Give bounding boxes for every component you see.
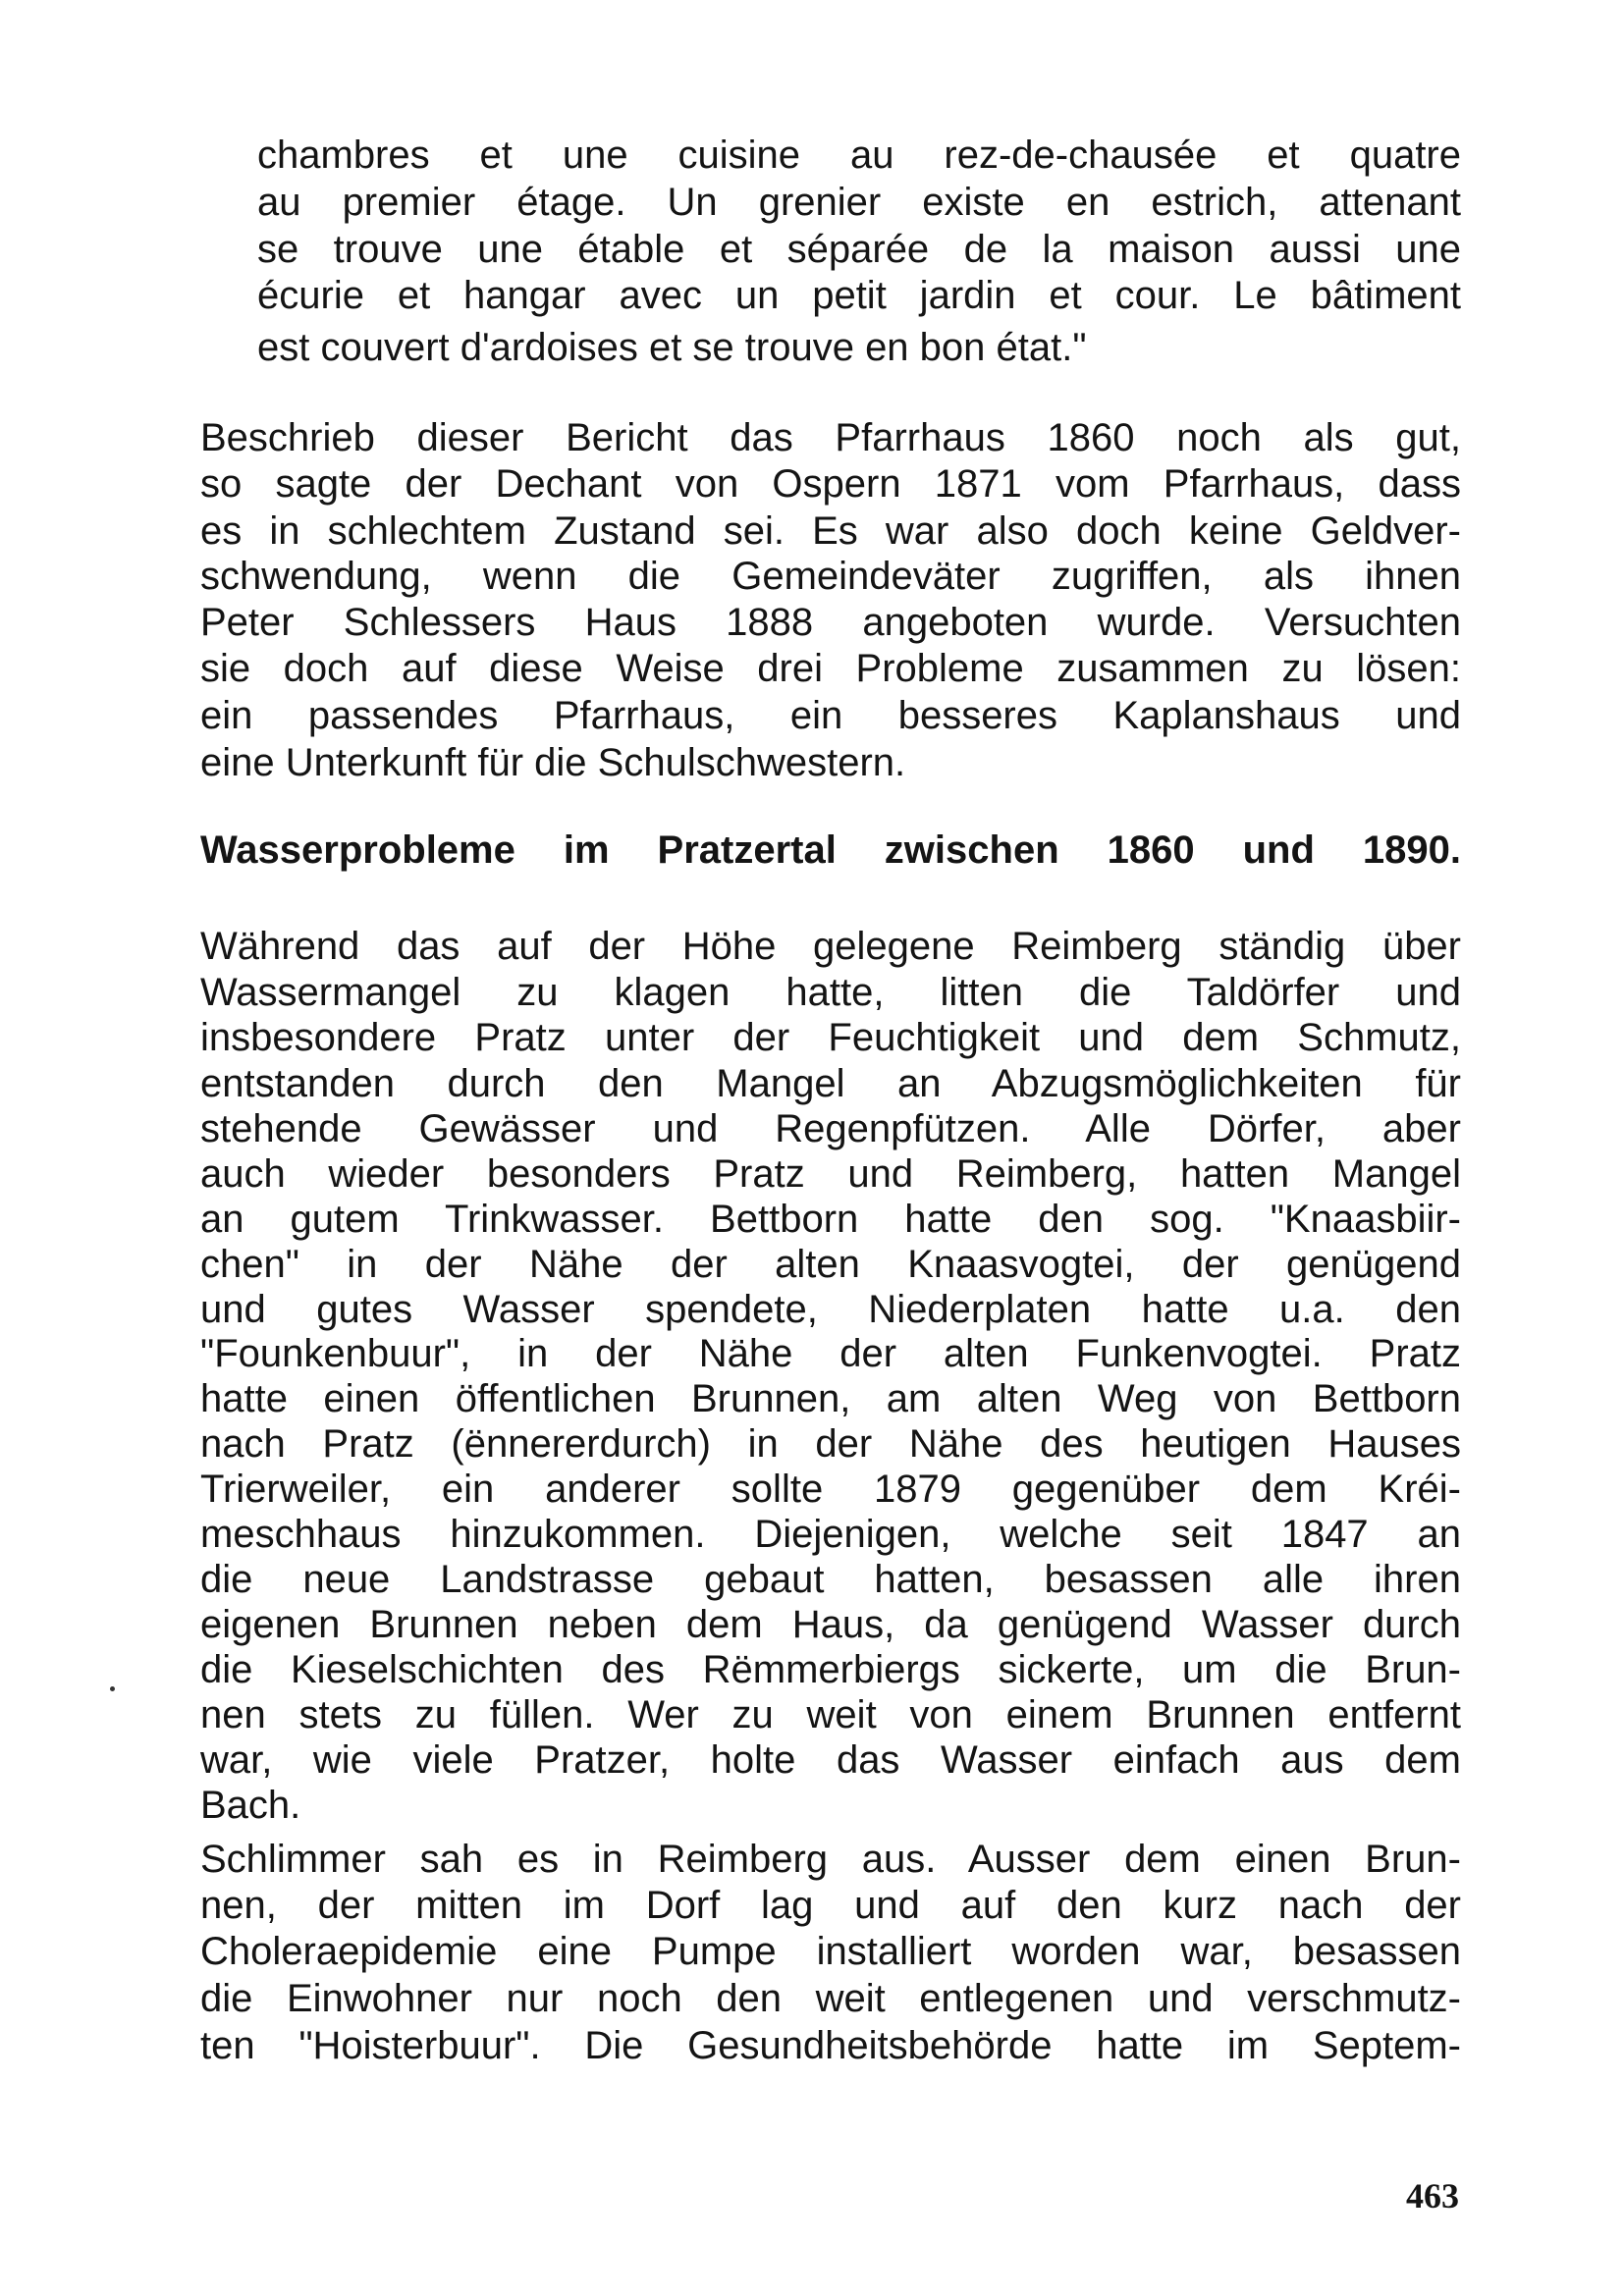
- text-line: nen stets zu füllen. Wer zu weit von einem Brunnen entfernt: [200, 1693, 1461, 1736]
- text-line: Wassermangel zu klagen hatte, litten die Taldörfer und: [200, 971, 1461, 1014]
- text-line: eine Unterkunft für die Schulschwestern.: [200, 741, 906, 784]
- text-line: Peter Schlessers Haus 1888 angeboten wurde. Versuchten: [200, 601, 1461, 644]
- text-line: nen, der mitten im Dorf lag und auf den kurz nach der: [200, 1884, 1461, 1927]
- scan-speck: [110, 1686, 115, 1691]
- text-line: chen" in der Nähe der alten Knaasvogtei, der genügend: [200, 1243, 1461, 1286]
- text-line: nach Pratz (ënnererdurch) in der Nähe des heutigen Hauses: [200, 1422, 1461, 1466]
- text-line: sie doch auf diese Weise drei Probleme zusammen zu lösen:: [200, 647, 1461, 690]
- text-line: insbesondere Pratz unter der Feuchtigkeit und dem Schmutz,: [200, 1016, 1461, 1059]
- text-line: schwendung, wenn die Gemeindeväter zugriffen, als ihnen: [200, 555, 1461, 598]
- text-line: es in schlechtem Zustand sei. Es war also doch keine Geldver-: [200, 509, 1461, 553]
- text-line: Beschrieb dieser Bericht das Pfarrhaus 1860 noch als gut,: [200, 416, 1461, 459]
- text-line: so sagte der Dechant von Ospern 1871 vom Pfarrhaus, dass: [200, 462, 1461, 506]
- text-line: ein passendes Pfarrhaus, ein besseres Kaplanshaus und: [200, 694, 1461, 737]
- text-line: die neue Landstrasse gebaut hatten, besassen alle ihren: [200, 1558, 1461, 1601]
- text-line: Schlimmer sah es in Reimberg aus. Ausser dem einen Brun-: [200, 1838, 1461, 1881]
- text-line: und gutes Wasser spendete, Niederplaten hatte u.a. den: [200, 1288, 1461, 1331]
- text-line: est couvert d'ardoises et se trouve en bon état.": [257, 326, 1087, 369]
- text-line: chambres et une cuisine au rez-de-chausée et quatre: [257, 133, 1461, 177]
- text-line: an gutem Trinkwasser. Bettborn hatte den sog. "Knaasbiir-: [200, 1198, 1461, 1241]
- text-line: Trierweiler, ein anderer sollte 1879 gegenüber dem Kréi-: [200, 1468, 1461, 1511]
- text-line: écurie et hangar avec un petit jardin et cour. Le bâtiment: [257, 274, 1461, 317]
- text-line: die Kieselschichten des Rëmmerbiergs sickerte, um die Brun-: [200, 1648, 1461, 1691]
- text-line: Während das auf der Höhe gelegene Reimberg ständig über: [200, 925, 1461, 968]
- section-heading: Wasserprobleme im Pratzertal zwischen 1860 und 1890.: [200, 828, 1461, 872]
- text-line: Bach.: [200, 1784, 301, 1827]
- text-line: die Einwohner nur noch den weit entlegenen und verschmutz-: [200, 1977, 1461, 2020]
- text-line: entstanden durch den Mangel an Abzugsmöglichkeiten für: [200, 1062, 1461, 1105]
- text-line: se trouve une étable et séparée de la maison aussi une: [257, 228, 1461, 271]
- text-line: ten "Hoisterbuur". Die Gesundheitsbehörde hatte im Septem-: [200, 2024, 1461, 2067]
- text-line: auch wieder besonders Pratz und Reimberg, hatten Mangel: [200, 1152, 1461, 1196]
- text-line: war, wie viele Pratzer, holte das Wasser einfach aus dem: [200, 1738, 1461, 1782]
- text-line: au premier étage. Un grenier existe en estrich, attenant: [257, 181, 1461, 224]
- text-line: "Founkenbuur", in der Nähe der alten Funkenvogtei. Pratz: [200, 1332, 1461, 1375]
- text-line: meschhaus hinzukommen. Diejenigen, welche seit 1847 an: [200, 1513, 1461, 1556]
- page-number: 463: [1406, 2176, 1459, 2216]
- text-line: eigenen Brunnen neben dem Haus, da genügend Wasser durch: [200, 1603, 1461, 1646]
- text-line: stehende Gewässer und Regenpfützen. Alle Dörfer, aber: [200, 1107, 1461, 1150]
- text-line: Choleraepidemie eine Pumpe installiert worden war, besassen: [200, 1930, 1461, 1973]
- text-line: hatte einen öffentlichen Brunnen, am alten Weg von Bettborn: [200, 1377, 1461, 1420]
